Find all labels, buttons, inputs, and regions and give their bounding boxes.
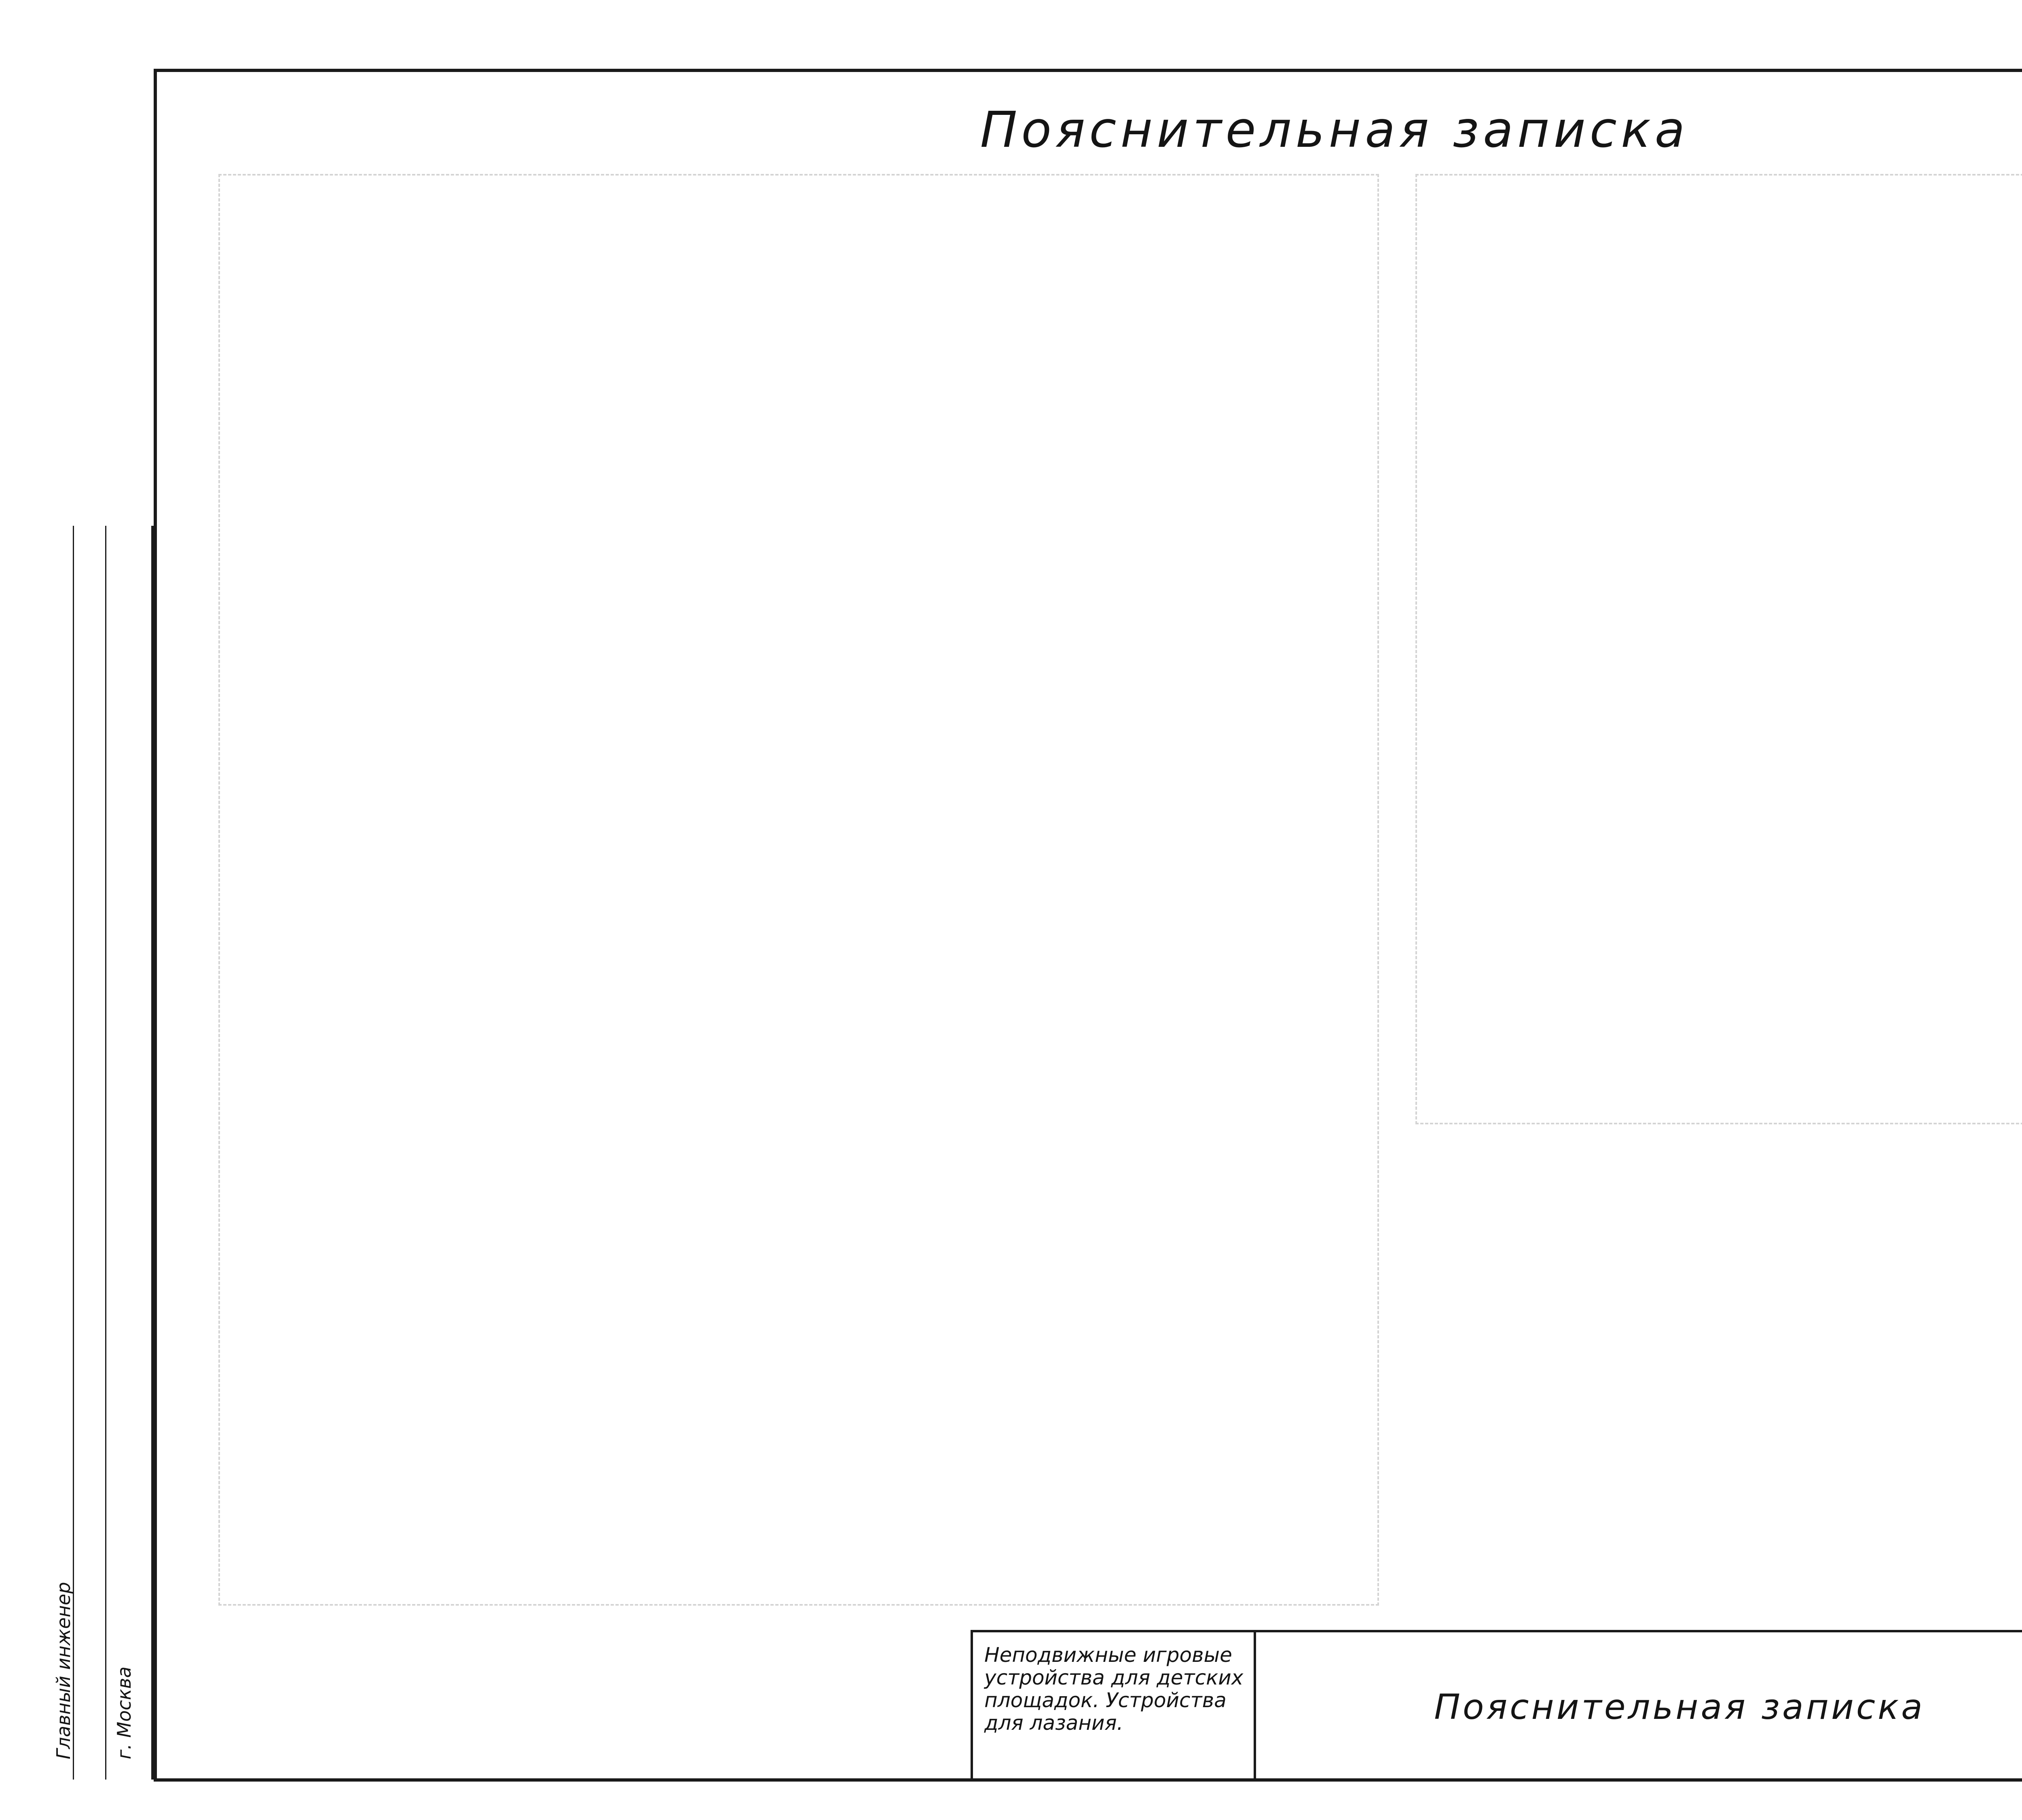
page-title: Пояснительная записка bbox=[980, 101, 1689, 159]
left-margin-strip bbox=[49, 526, 154, 1780]
stamp-sheet-title: Пояснительная записка bbox=[1254, 1632, 2022, 1782]
stamp-object-description: Неподвижные игровые устройства для детских площадок. Устройства для лазания. bbox=[971, 1632, 1254, 1782]
stamp-block bbox=[971, 1630, 2022, 1782]
text-column-right bbox=[1415, 174, 2022, 1124]
margin-label-bottom: г. Москва bbox=[113, 1666, 135, 1759]
margin-divider bbox=[105, 526, 106, 1780]
margin-label-top: Главный инженер bbox=[53, 1582, 74, 1759]
text-column-left bbox=[218, 174, 1379, 1606]
